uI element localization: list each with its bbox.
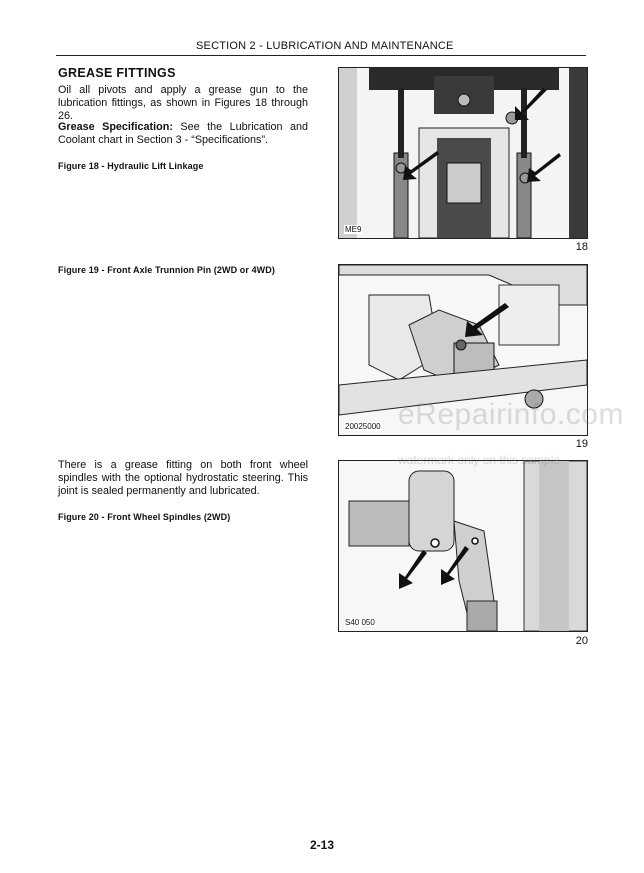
figure-19-number: 19 <box>575 438 588 450</box>
figure-18-code: ME9 <box>345 225 362 234</box>
page-number: 2-13 <box>310 838 335 852</box>
figure-20-caption: Figure 20 - Front Wheel Spindles (2WD) <box>58 512 231 522</box>
figure-18-caption: Figure 18 - Hydraulic Lift Linkage <box>58 161 204 171</box>
figure-19-caption: Figure 19 - Front Axle Trunnion Pin (2WD or 4WD) <box>58 265 275 275</box>
watermark-text: eRepairinfo.com <box>398 398 624 431</box>
figure-20-number: 20 <box>575 635 588 647</box>
figure-20-image <box>338 460 588 632</box>
watermark-subtext: watermark only on this sample <box>398 453 561 467</box>
intro-paragraph: Oil all pivots and apply a grease gun to the lubrication fittings, as shown in Figures 18 through 26. <box>58 84 308 122</box>
section-heading: GREASE FITTINGS <box>58 66 176 80</box>
header-rule <box>56 55 586 56</box>
figure-18-image <box>338 67 588 239</box>
spec-label: Grease Specification: <box>58 121 173 133</box>
figure-18-number: 18 <box>575 241 588 253</box>
section-header: SECTION 2 - LUBRICATION AND MAINTENANCE <box>196 40 454 52</box>
spindles-paragraph: There is a grease fitting on both front wheel spindles with the optional hydrostatic steering. This joint is sealed permanently and lubricated. <box>58 459 308 497</box>
spec-text: See the Lubrication and Coolant chart in Section 3 - “Specifications”. <box>58 121 308 146</box>
figure-19-code: 20025000 <box>345 422 381 431</box>
spec-paragraph <box>58 121 308 147</box>
figure-20-code: S40 050 <box>345 618 375 627</box>
